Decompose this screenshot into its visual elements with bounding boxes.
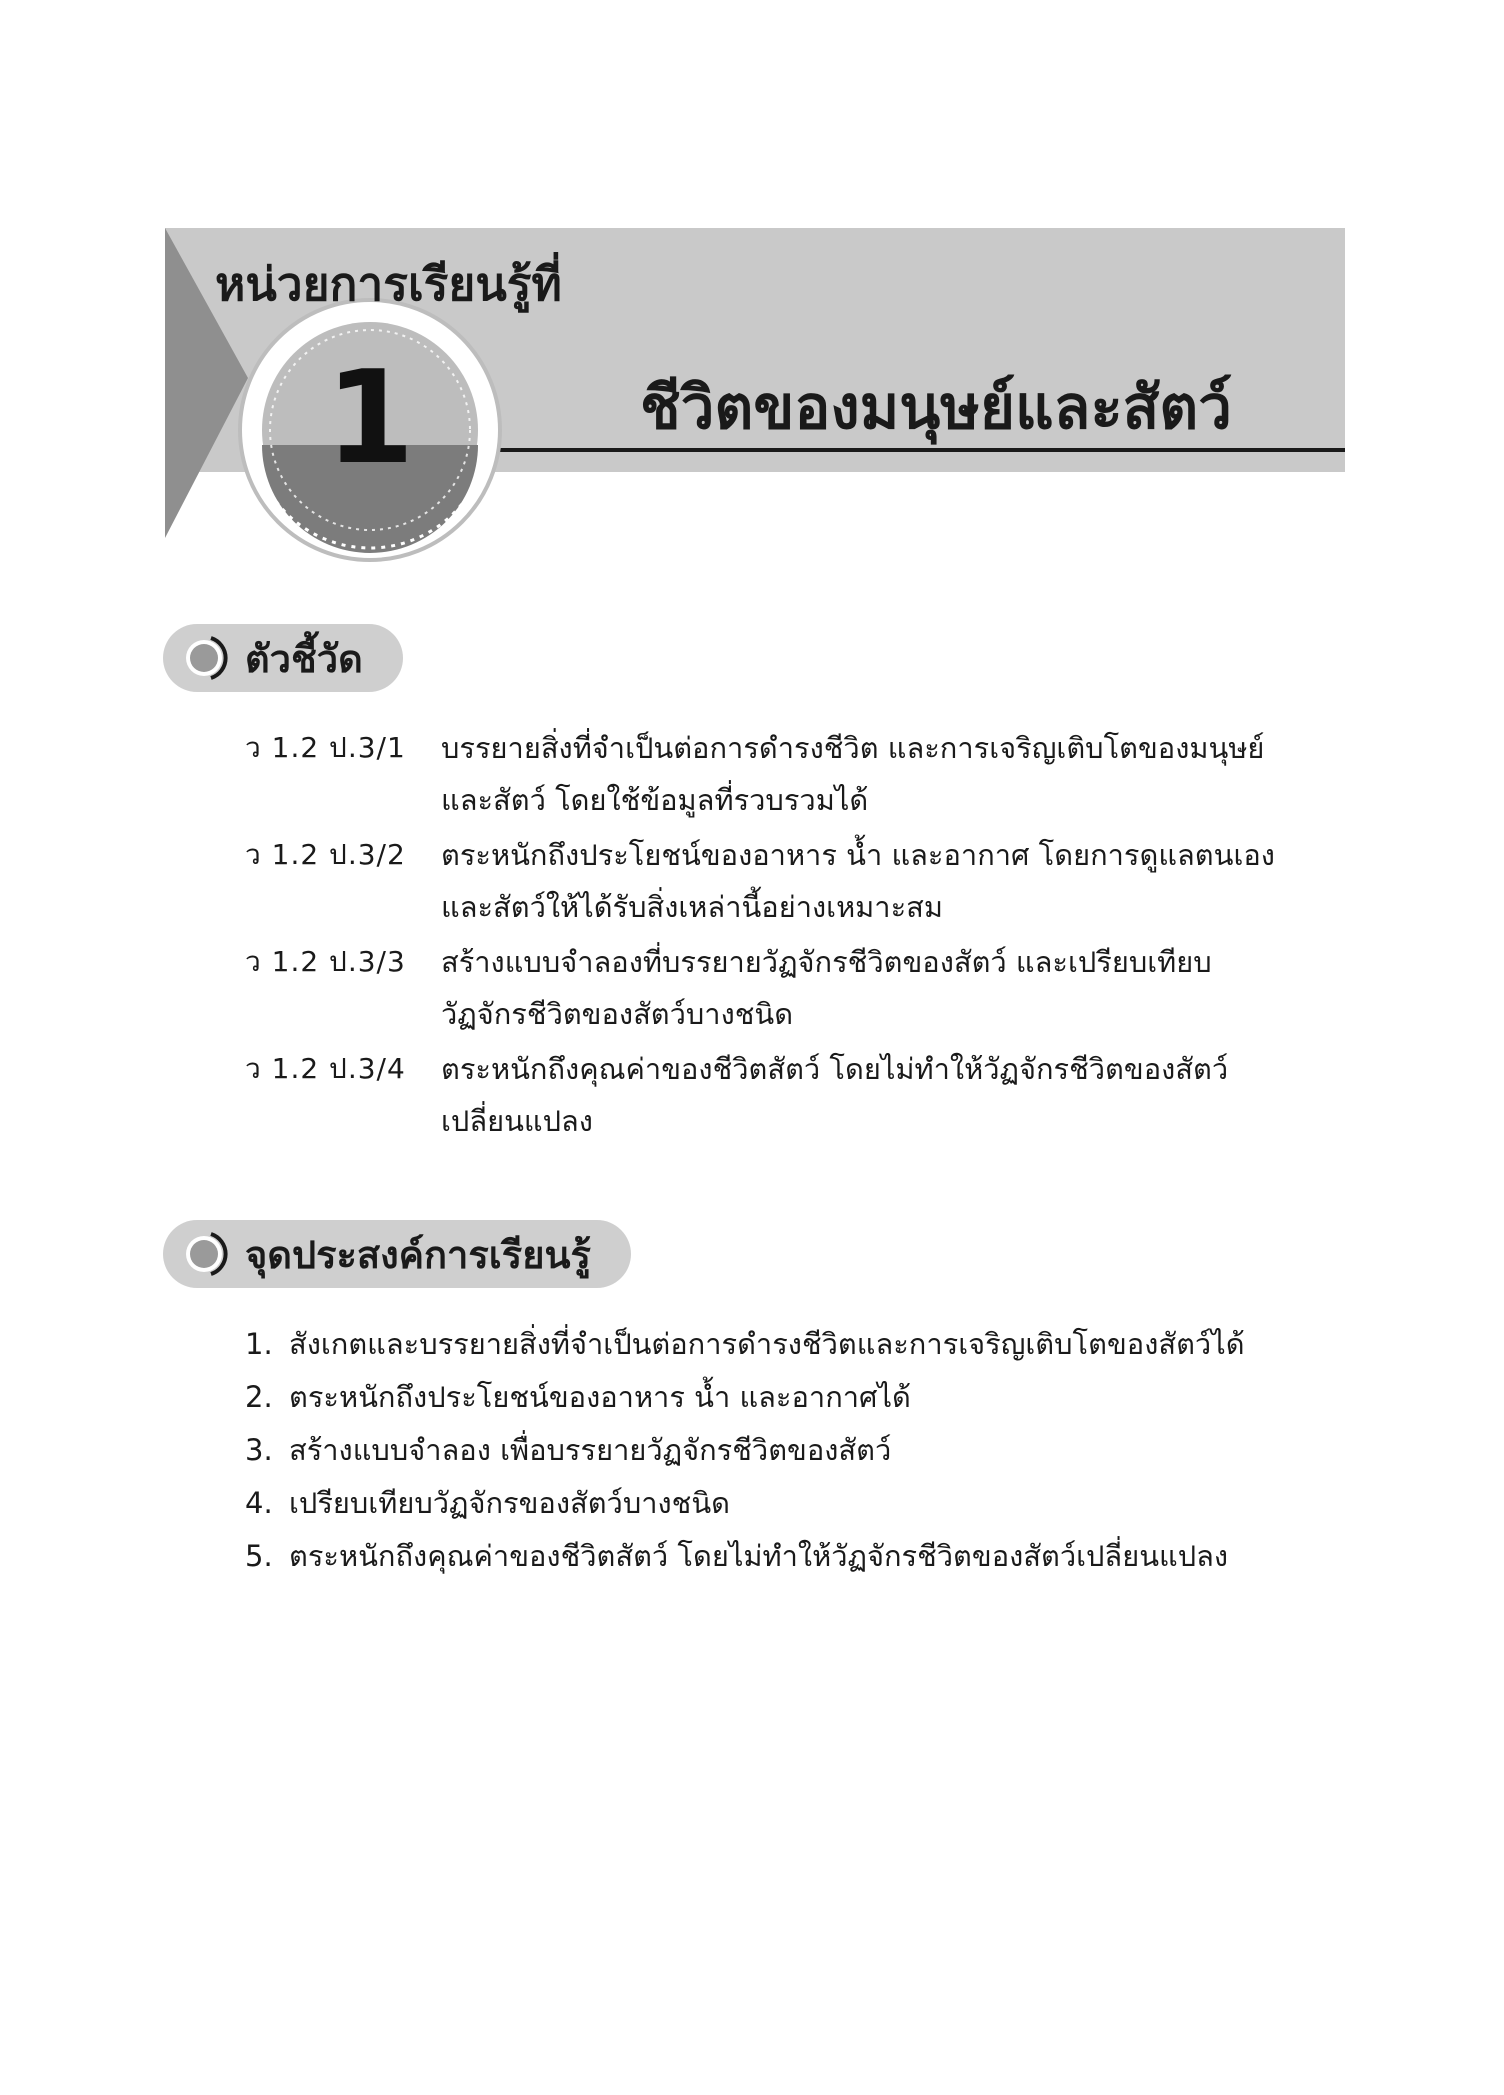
objective-item: [245, 1424, 1295, 1477]
indicator-code: ว 1.2 ป.3/4: [245, 1052, 406, 1085]
objective-item: [245, 1318, 1295, 1371]
objective-text: สร้างแบบจำลอง เพื่อบรรยายวัฏจักรชีวิตของสัตว์: [289, 1433, 892, 1467]
circle-bullet-icon: [181, 1229, 231, 1279]
indicator-code: ว 1.2 ป.3/3: [245, 945, 406, 978]
objectives-list: [245, 1318, 1295, 1583]
indicator-text: บรรยายสิ่งที่จำเป็นต่อการดำรงชีวิต และการเจริญเติบโตของมนุษย์และสัตว์ โดยใช้ข้อมูลที่รวบรวมได้: [441, 731, 1265, 817]
objective-number: 1.: [245, 1327, 273, 1361]
indicator-code: ว 1.2 ป.3/2: [245, 838, 406, 871]
indicator-text: ตระหนักถึงประโยชน์ของอาหาร น้ำ และอากาศ โดยการดูแลตนเองและสัตว์ให้ได้รับสิ่งเหล่านี้อย่างเหมาะสม: [441, 838, 1275, 924]
indicators-list: [245, 722, 1285, 1150]
indicator-item: [245, 829, 1285, 933]
unit-label: หน่วยการเรียนรู้ที่: [215, 257, 562, 311]
chapter-header: [0, 0, 1504, 620]
indicator-text: สร้างแบบจำลองที่บรรยายวัฏจักรชีวิตของสัตว์ และเปรียบเทียบวัฏจักรชีวิตของสัตว์บางชนิด: [441, 945, 1212, 1031]
objective-number: 2.: [245, 1380, 273, 1414]
chapter-title: ชีวิตของมนุษย์และสัตว์: [640, 373, 1232, 443]
indicator-code: ว 1.2 ป.3/1: [245, 731, 406, 764]
objective-number: 4.: [245, 1486, 273, 1520]
objective-text: ตระหนักถึงประโยชน์ของอาหาร น้ำ และอากาศได้: [289, 1380, 911, 1414]
indicators-title: ตัวชี้วัด: [245, 636, 363, 681]
indicator-item: [245, 722, 1285, 826]
indicator-item: [245, 1043, 1285, 1147]
objective-number: 5.: [245, 1539, 273, 1573]
indicator-item: [245, 936, 1285, 1040]
circle-bullet-icon: [181, 633, 231, 683]
objective-item: [245, 1477, 1295, 1530]
objective-number: 3.: [245, 1433, 273, 1467]
indicators-heading: [163, 624, 403, 692]
objective-text: ตระหนักถึงคุณค่าของชีวิตสัตว์ โดยไม่ทำให้วัฏจักรชีวิตของสัตว์เปลี่ยนแปลง: [289, 1539, 1229, 1573]
objective-text: สังเกตและบรรยายสิ่งที่จำเป็นต่อการดำรงชีวิตและการเจริญเติบโตของสัตว์ได้: [289, 1327, 1245, 1361]
objective-item: [245, 1371, 1295, 1424]
unit-number: 1: [325, 344, 415, 493]
objective-item: [245, 1530, 1295, 1583]
objectives-heading: [163, 1220, 631, 1288]
objectives-title: จุดประสงค์การเรียนรู้: [245, 1232, 591, 1277]
indicator-text: ตระหนักถึงคุณค่าของชีวิตสัตว์ โดยไม่ทำให้วัฏจักรชีวิตของสัตว์เปลี่ยนแปลง: [441, 1052, 1229, 1138]
objective-text: เปรียบเทียบวัฏจักรของสัตว์บางชนิด: [289, 1486, 731, 1520]
